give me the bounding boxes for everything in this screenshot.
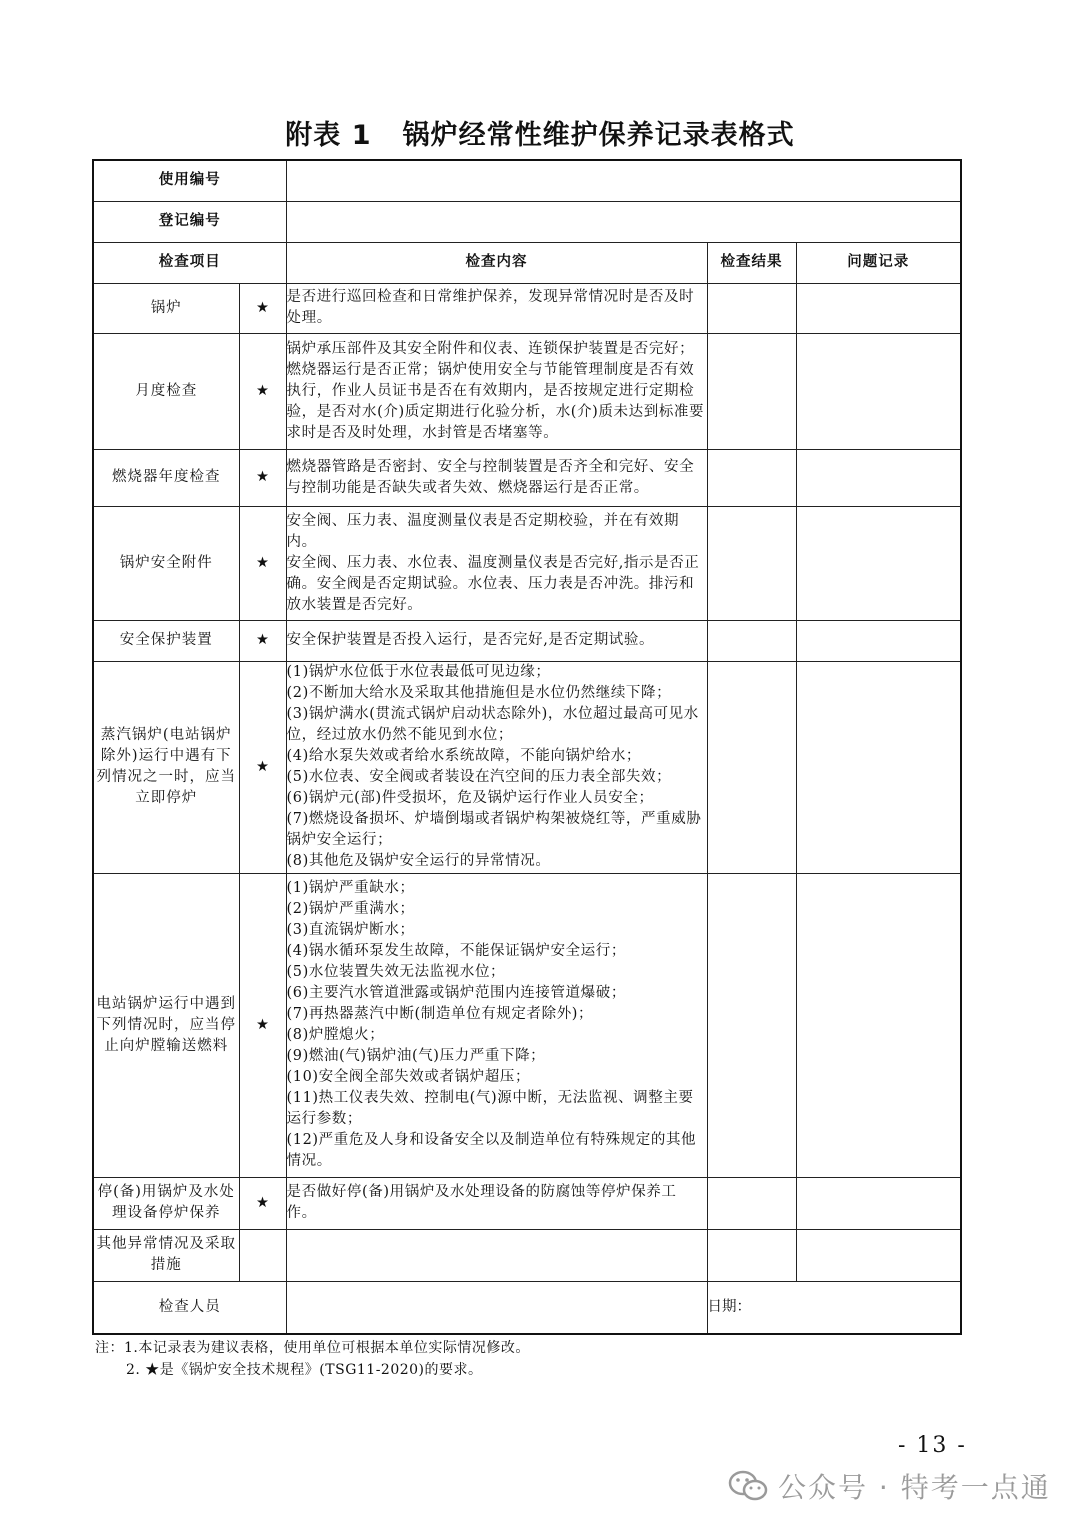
content-line: (6)主要汽水管道泄露或锅炉范围内连接管道爆破； (286, 985, 626, 1001)
content-line: (3)直流锅炉断水； (286, 922, 415, 938)
content-line: (10)安全阀全部失效或者锅炉超压； (286, 1069, 531, 1085)
table-row (93, 449, 961, 506)
inspector-label: 检查人员 (93, 1281, 286, 1334)
content-line: (12)严重危及人身和设备安全以及制造单位有特殊规定的其他情况。 (286, 1132, 697, 1169)
row-item-name: 蒸汽锅炉(电站锅炉除外)运行中遇有下列情况之一时，应当立即停炉 (93, 661, 239, 873)
content-line: 安全阀、压力表、水位表、温度测量仪表是否完好,指示是否正确。安全阀是否定期试验。水位表、压力表是否冲洗。排污和放水装置是否完好。 (286, 554, 700, 613)
registration-number-field[interactable] (286, 201, 961, 242)
table-row (93, 333, 961, 449)
table-row (93, 873, 961, 1177)
content-line: (1)锅炉水位低于水位表最低可见边缘； (286, 664, 551, 680)
result-cell[interactable] (707, 661, 796, 873)
content-line: (4)锅水循环泵发生故障，不能保证锅炉安全运行； (286, 943, 626, 959)
star-icon: ★ (239, 1177, 286, 1229)
content-line: (2)不断加大给水及采取其他措施但是水位仍然继续下降； (286, 685, 672, 701)
header-content: 检查内容 (286, 242, 707, 283)
content-line: 是否进行巡回检查和日常维护保养，发现异常情况时是否及时处理。 (286, 289, 695, 326)
issues-cell[interactable] (796, 661, 961, 873)
other-abnormal-row (93, 1229, 961, 1281)
date-label: 日期： (707, 1298, 751, 1315)
result-cell[interactable] (707, 506, 796, 620)
row-item-name: 停(备)用锅炉及水处理设备停炉保养 (93, 1177, 239, 1229)
row-content (286, 620, 707, 661)
other-content-cell[interactable] (286, 1229, 707, 1281)
content-line: (9)燃油(气)锅炉油(气)压力严重下降； (286, 1048, 546, 1064)
star-icon: ★ (239, 661, 286, 873)
inspector-row (93, 1281, 961, 1334)
content-line: 是否做好停(备)用锅炉及水处理设备的防腐蚀等停炉保养工作。 (286, 1184, 677, 1221)
content-line: 锅炉承压部件及其安全附件和仪表、连锁保护装置是否完好；燃烧器运行是否正常；锅炉使用安全与节能管理制度是否有效执行，作业人员证书是否在有效期内，是否按规定进行定期检验，是否对水(介)质定期进行化验分析，水(介)质未达到标准要求时是否及时处理，水封管是否堵塞等。 (286, 340, 705, 441)
row-content (286, 661, 707, 873)
star-icon: ★ (239, 506, 286, 620)
maintenance-record-table (92, 159, 962, 1335)
content-line: (5)水位表、安全阀或者装设在汽空间的压力表全部失效； (286, 769, 672, 785)
header-issues: 问题记录 (796, 242, 961, 283)
star-icon: ★ (239, 620, 286, 661)
table-row (93, 661, 961, 873)
inspector-field[interactable] (286, 1281, 707, 1334)
table-row (93, 620, 961, 661)
wechat-icon (728, 1469, 768, 1503)
issues-cell[interactable] (796, 620, 961, 661)
page-number: - 13 - (898, 1433, 967, 1458)
row-item-name: 锅炉安全附件 (93, 506, 239, 620)
issues-cell[interactable] (796, 506, 961, 620)
watermark-text: 公众号 · 特考一点通 (778, 1471, 1051, 1504)
note-1: 注：1.本记录表为建议表格，使用单位可根据本单位实际情况修改。 (95, 1340, 530, 1356)
content-line: (8)其他危及锅炉安全运行的异常情况。 (286, 853, 551, 869)
star-icon: ★ (239, 333, 286, 449)
header-result: 检查结果 (707, 242, 796, 283)
result-cell[interactable] (707, 449, 796, 506)
star-icon: ★ (239, 873, 286, 1177)
content-line: 燃烧器管路是否密封、安全与控制装置是否齐全和完好、安全与控制功能是否缺失或者失效、燃烧器运行是否正常。 (286, 458, 695, 496)
issues-cell[interactable] (796, 1177, 961, 1229)
row-item-name: 月度检查 (93, 333, 239, 449)
row-content (286, 449, 707, 506)
row-content (286, 283, 707, 333)
registration-number-label: 登记编号 (93, 201, 286, 242)
result-cell[interactable] (707, 620, 796, 661)
content-line: (8)炉膛熄火； (286, 1027, 385, 1043)
content-line: (7)再热器蒸汽中断(制造单位有规定者除外)； (286, 1006, 594, 1022)
issues-cell[interactable] (796, 873, 961, 1177)
content-line: (6)锅炉元(部)件受损坏，危及锅炉运行作业人员安全； (286, 790, 654, 806)
header-item: 检查项目 (93, 242, 286, 283)
content-line: (11)热工仪表失效、控制电(气)源中断，无法监视、调整主要运行参数； (286, 1090, 694, 1127)
watermark (728, 1466, 1051, 1506)
row-item-name: 燃烧器年度检查 (93, 449, 239, 506)
page-title: 附表 1 锅炉经常性维护保养记录表格式 (285, 120, 795, 151)
result-cell[interactable] (707, 1177, 796, 1229)
table-row (93, 506, 961, 620)
content-line: 安全保护装置是否投入运行，是否完好,是否定期试验。 (286, 632, 655, 648)
row-item-name: 电站锅炉运行中遇到下列情况时，应当停止向炉膛输送燃料 (93, 873, 239, 1177)
row-content (286, 873, 707, 1177)
star-icon: ★ (239, 449, 286, 506)
use-number-label: 使用编号 (93, 160, 286, 201)
row-content (286, 506, 707, 620)
date-field[interactable] (707, 1281, 961, 1334)
row-item-name: 锅炉 (93, 283, 239, 333)
result-cell[interactable] (707, 873, 796, 1177)
table-row (93, 1177, 961, 1229)
issues-cell[interactable] (796, 333, 961, 449)
star-icon: ★ (239, 283, 286, 333)
use-number-field[interactable] (286, 160, 961, 201)
issues-cell[interactable] (796, 283, 961, 333)
header-row (93, 242, 961, 283)
other-issues-cell[interactable] (796, 1229, 961, 1281)
use-number-row (93, 160, 961, 201)
content-line: (3)锅炉满水(贯流式锅炉启动状态除外)，水位超过最高可见水位，经过放水仍然不能见到水位； (286, 706, 699, 743)
table-row (93, 283, 961, 333)
content-line: (1)锅炉严重缺水； (286, 880, 415, 896)
content-line: (5)水位装置失效无法监视水位； (286, 964, 506, 980)
other-star-cell (239, 1229, 286, 1281)
result-cell[interactable] (707, 333, 796, 449)
content-line: (4)给水泵失效或者给水系统故障，不能向锅炉给水； (286, 748, 642, 764)
other-abnormal-label: 其他异常情况及采取措施 (93, 1229, 239, 1281)
row-content (286, 333, 707, 449)
content-line: (2)锅炉严重满水； (286, 901, 415, 917)
content-line: 安全阀、压力表、温度测量仪表是否定期校验，并在有效期内。 (286, 512, 680, 550)
other-result-cell[interactable] (707, 1229, 796, 1281)
issues-cell[interactable] (796, 449, 961, 506)
row-content (286, 1177, 707, 1229)
result-cell[interactable] (707, 283, 796, 333)
note-2: 2. ★是《锅炉安全技术规程》(TSG11-2020)的要求。 (126, 1362, 483, 1378)
registration-number-row (93, 201, 961, 242)
row-item-name: 安全保护装置 (93, 620, 239, 661)
content-line: (7)燃烧设备损坏、炉墙倒塌或者锅炉构架被烧红等，严重威胁锅炉安全运行； (286, 811, 702, 848)
